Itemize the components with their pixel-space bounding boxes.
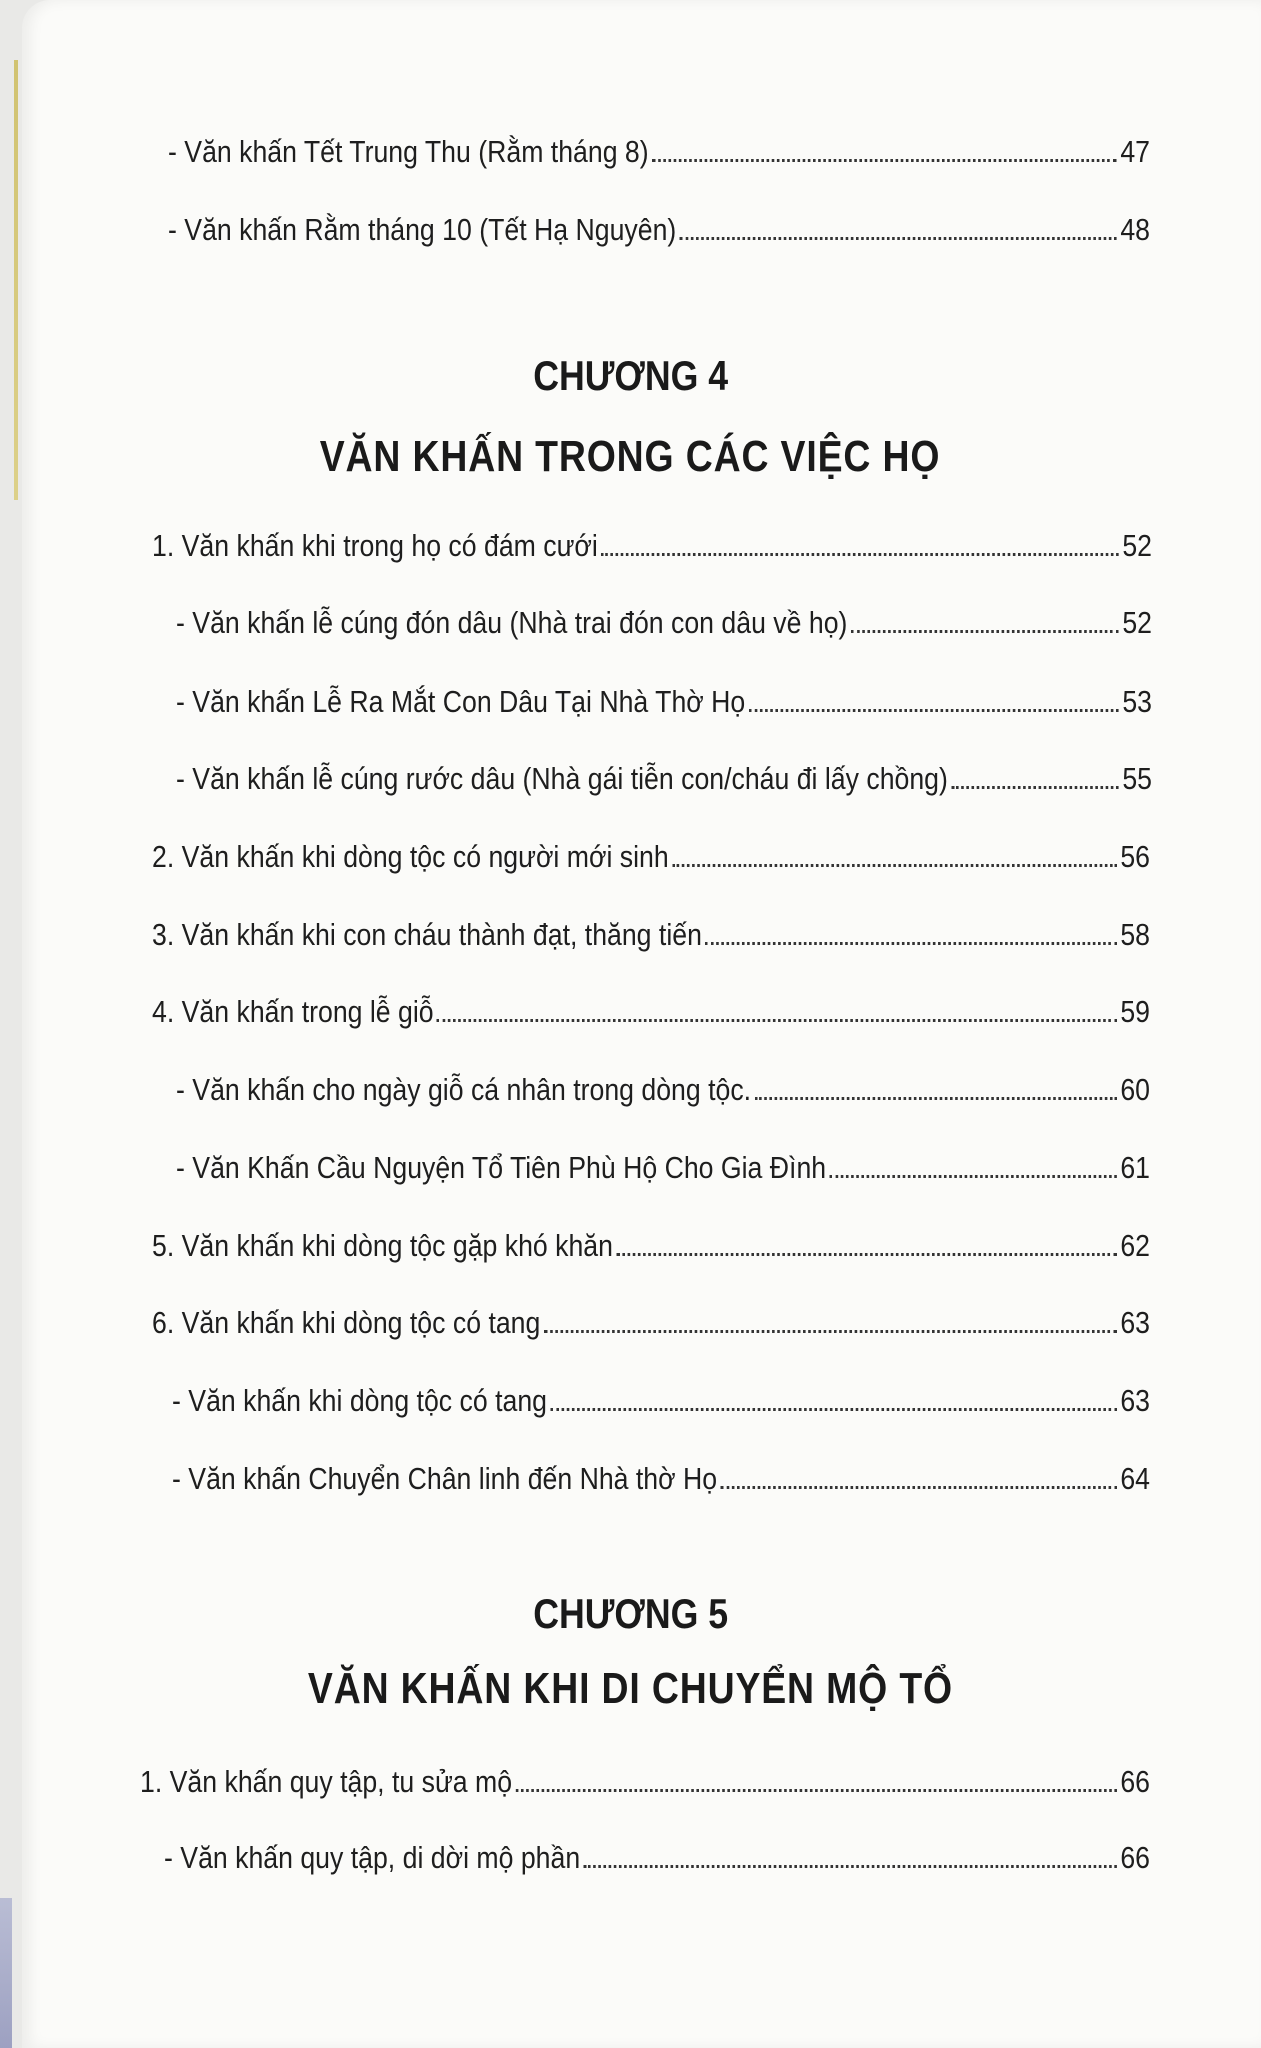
- dot-leader: [616, 1253, 1116, 1256]
- toc-entry-page-number: 53: [1122, 684, 1152, 719]
- toc-entry-title: - Văn khấn lễ cúng rước dâu (Nhà gái tiễn con/cháu đi lấy chồng): [176, 761, 948, 796]
- toc-entry: [176, 601, 1152, 641]
- dot-leader: [951, 786, 1119, 789]
- toc-entry-title: - Văn khấn Tết Trung Thu (Rằm tháng 8): [168, 134, 649, 169]
- toc-entry-page-number: 62: [1120, 1228, 1150, 1263]
- toc-entry-title: - Văn khấn cho ngày giỗ cá nhân trong dòng tộc.: [176, 1072, 752, 1107]
- toc-entry-page-number: 48: [1120, 212, 1150, 247]
- toc-entry-page-number: 63: [1120, 1305, 1150, 1340]
- toc-entry: [172, 1457, 1150, 1497]
- toc-entry: [152, 524, 1152, 564]
- dot-leader: [544, 1330, 1117, 1333]
- toc-entry-title: - Văn khấn Lễ Ra Mắt Con Dâu Tại Nhà Thờ Họ: [176, 684, 746, 719]
- toc-entry-title: - Văn khấn Chuyển Chân linh đến Nhà thờ Họ: [172, 1461, 718, 1496]
- toc-entry-page-number: 63: [1120, 1383, 1150, 1418]
- dot-leader: [584, 1865, 1117, 1868]
- dot-leader: [437, 1019, 1117, 1022]
- toc-entry-page-number: 64: [1120, 1461, 1150, 1496]
- dot-leader: [705, 942, 1117, 945]
- toc-entry-title: 5. Văn khấn khi dòng tộc gặp khó khăn: [152, 1228, 613, 1263]
- toc-entry-title: 4. Văn khấn trong lễ giỗ: [152, 994, 434, 1029]
- dot-leader: [830, 1175, 1117, 1178]
- toc-entry: [176, 1068, 1150, 1108]
- dot-leader: [550, 1408, 1116, 1411]
- dot-leader: [652, 159, 1117, 162]
- toc-entry-title: 6. Văn khấn khi dòng tộc có tang: [152, 1305, 541, 1340]
- toc-entry: [168, 208, 1150, 248]
- chapter-5-title: VĂN KHẤN KHI DI CHUYỂN MỘ TỔ: [307, 1664, 954, 1713]
- toc-entry: [176, 757, 1152, 797]
- toc-entry-title: - Văn khấn khi dòng tộc có tang: [172, 1383, 547, 1418]
- toc-entry: [152, 913, 1150, 953]
- toc-entry: [152, 1301, 1150, 1341]
- toc-entry-title: 2. Văn khấn khi dòng tộc có người mới sinh: [152, 839, 669, 874]
- toc-entry: [168, 130, 1150, 170]
- toc-entry-page-number: 56: [1120, 839, 1150, 874]
- toc-entry-title: - Văn Khấn Cầu Nguyện Tổ Tiên Phù Hộ Cho Gia Đình: [176, 1150, 827, 1185]
- toc-entry-page-number: 52: [1122, 528, 1152, 563]
- dot-leader: [721, 1486, 1117, 1489]
- toc-entry-title: 1. Văn khấn khi trong họ có đám cưới: [152, 528, 598, 563]
- toc-entry: [172, 1379, 1150, 1419]
- dot-leader: [515, 1789, 1116, 1792]
- toc-entry-page-number: 58: [1120, 917, 1150, 952]
- toc-entry-title: - Văn khấn lễ cúng đón dâu (Nhà trai đón con dâu về họ): [176, 605, 848, 640]
- toc-entry-page-number: 55: [1122, 761, 1152, 796]
- chapter-5-label: CHƯƠNG 5: [533, 1590, 728, 1637]
- toc-entry: [176, 680, 1152, 720]
- dot-leader: [601, 553, 1119, 556]
- toc-entry-page-number: 61: [1120, 1150, 1150, 1185]
- toc-entry-title: 3. Văn khấn khi con cháu thành đạt, thăng tiến: [152, 917, 702, 952]
- toc-entry-title: 1. Văn khấn quy tập, tu sửa mộ: [140, 1764, 513, 1799]
- toc-entry-title: - Văn khấn Rằm tháng 10 (Tết Hạ Nguyên): [168, 212, 677, 247]
- toc-entry-page-number: 52: [1122, 605, 1152, 640]
- toc-entry: [152, 990, 1150, 1030]
- toc-entry-page-number: 66: [1120, 1840, 1150, 1875]
- toc-entry: [176, 1146, 1150, 1186]
- toc-entry: [164, 1836, 1150, 1876]
- chapter-4-title: VĂN KHẤN TRONG CÁC VIỆC HỌ: [320, 432, 941, 481]
- toc-entry-page-number: 59: [1120, 994, 1150, 1029]
- dot-leader: [749, 709, 1119, 712]
- toc-entry-page-number: 60: [1120, 1072, 1150, 1107]
- dot-leader: [680, 237, 1117, 240]
- toc-entry-title: - Văn khấn quy tập, di dời mộ phần: [164, 1840, 581, 1875]
- dot-leader: [851, 630, 1119, 633]
- dot-leader: [755, 1097, 1117, 1100]
- dot-leader: [672, 864, 1117, 867]
- toc-entry: [140, 1760, 1150, 1800]
- book-spine-edge: [0, 1898, 12, 2048]
- chapter-4-label: CHƯƠNG 4: [533, 352, 728, 399]
- toc-entry: [152, 835, 1150, 875]
- toc-entry-page-number: 66: [1120, 1764, 1150, 1799]
- toc-entry: [152, 1224, 1150, 1264]
- toc-entry-page-number: 47: [1120, 134, 1150, 169]
